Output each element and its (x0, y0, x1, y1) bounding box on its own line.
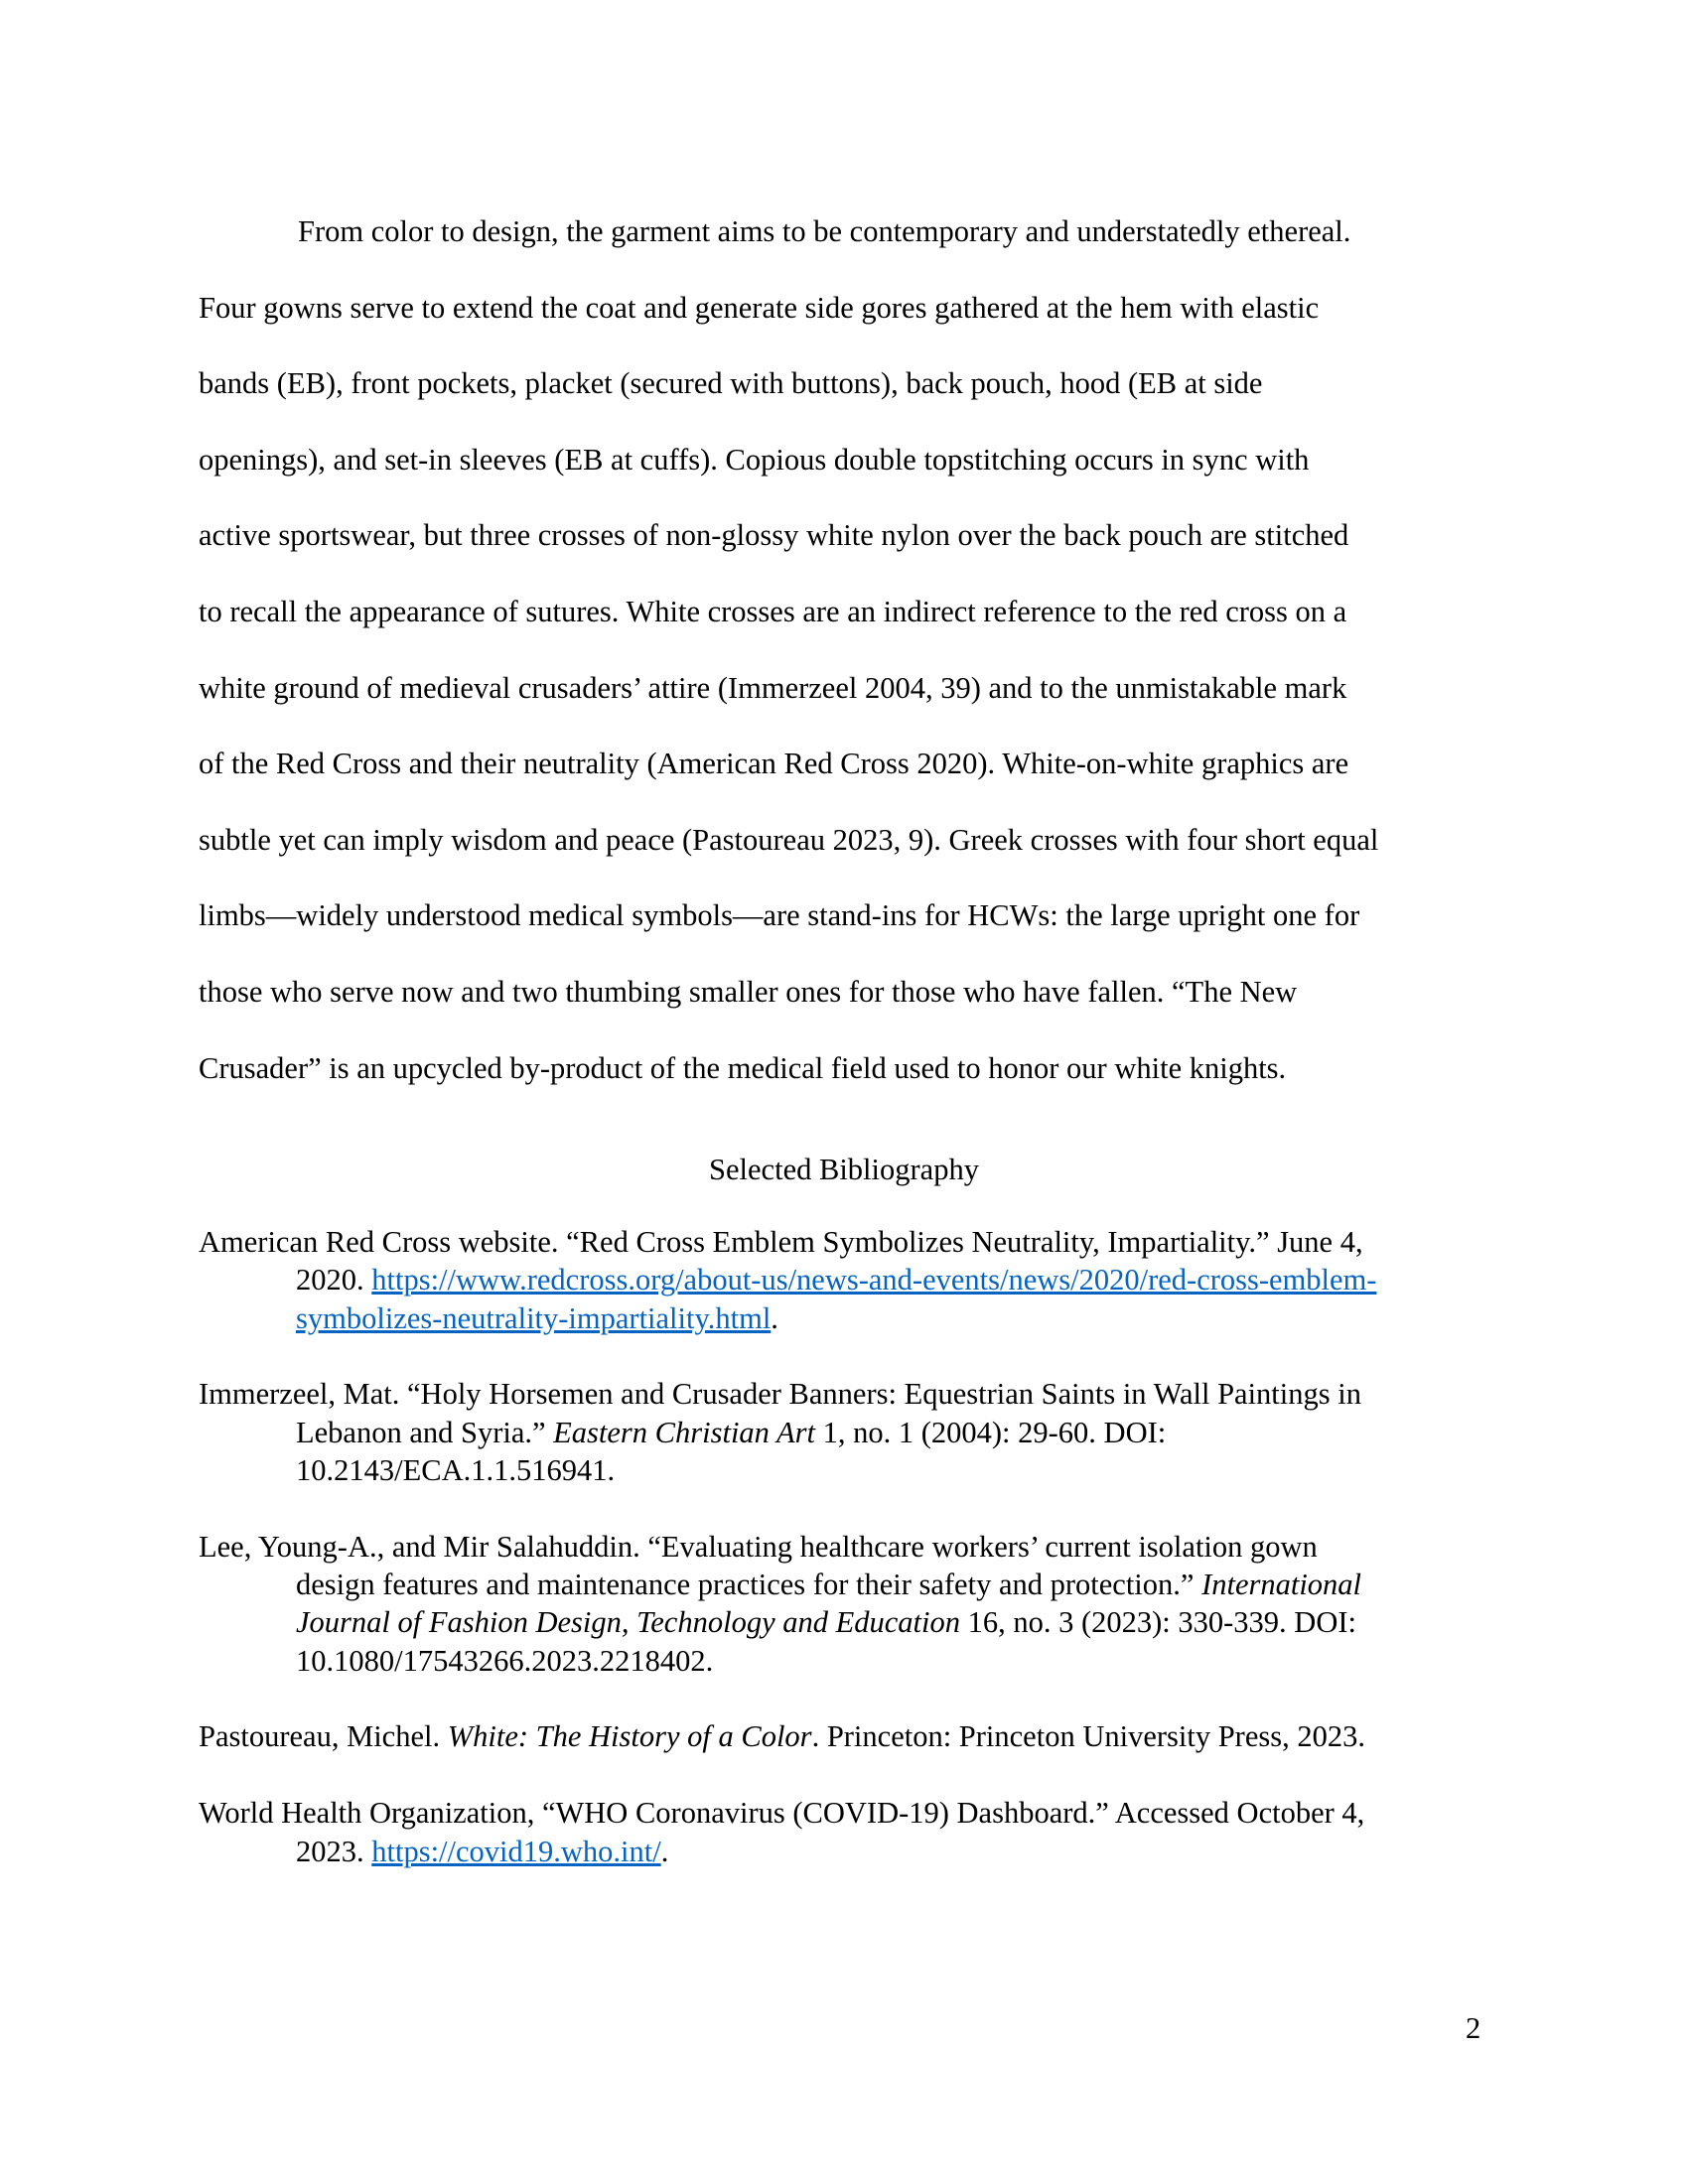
book-title: White: The History of a Color (447, 1719, 812, 1754)
bibliography-entry-who (199, 1794, 1489, 1870)
bibliography-entry-immerzeel (199, 1375, 1489, 1489)
entry-line (199, 1833, 1489, 1870)
entry-line (199, 1261, 1489, 1298)
entry-line: American Red Cross website. “Red Cross Emblem Symbolizes Neutrality, Impartiality.” June 4, (199, 1225, 1363, 1259)
entry-line (199, 1414, 1489, 1451)
paragraph-line: active sportswear, but three crosses of non-glossy white nylon over the back pouch are stitched (199, 518, 1349, 553)
bibliography-entry-american-red-cross (199, 1223, 1489, 1337)
entry-text: Pastoureau, Michel. (199, 1719, 448, 1754)
entry-text: 1, no. 1 (2004): 29-60. DOI: (814, 1415, 1167, 1449)
journal-title: Eastern Christian Art (553, 1415, 815, 1449)
entry-line (199, 1603, 1489, 1641)
entry-line: 10.1080/17543266.2023.2218402. (296, 1643, 714, 1678)
paragraph-line: Crusader” is an upcycled by-product of the medical field used to honor our white knights. (199, 1050, 1287, 1085)
entry-line (199, 1717, 1489, 1755)
entry-text: 16, no. 3 (2023): 330-339. DOI: (959, 1605, 1356, 1640)
entry-text: design features and maintenance practices for their safety and protection.” (296, 1568, 1202, 1602)
entry-line: Lee, Young-A., and Mir Salahuddin. “Evaluating healthcare workers’ current isolation gown (199, 1529, 1318, 1564)
paragraph-line: Four gowns serve to extend the coat and generate side gores gathered at the hem with elastic (199, 290, 1320, 325)
page-number: 2 (1466, 2011, 1481, 2045)
bibliography-entry-pastoureau (199, 1717, 1489, 1755)
entry-line: World Health Organization, “WHO Coronavirus (COVID-19) Dashboard.” Accessed October 4, (199, 1796, 1365, 1831)
paragraph-line: bands (EB), front pockets, placket (secured with buttons), back pouch, hood (EB at side (199, 366, 1263, 401)
entry-text: . (660, 1834, 669, 1868)
paragraph-line: of the Red Cross and their neutrality (American Red Cross 2020). White-on-white graphics are (199, 747, 1349, 781)
body-paragraph (199, 194, 1489, 1106)
paragraph-line: white ground of medieval crusaders’ attire (Immerzeel 2004, 39) and to the unmistakable mark (199, 670, 1347, 705)
entry-text: 2020. (296, 1263, 372, 1297)
journal-title: International (1201, 1568, 1362, 1602)
entry-text: . (771, 1300, 778, 1335)
paragraph-line: limbs—widely understood medical symbols—are stand-ins for HCWs: the large upright one for (199, 898, 1360, 933)
entry-line: Immerzeel, Mat. “Holy Horsemen and Crusader Banners: Equestrian Saints in Wall Paintings in (199, 1377, 1361, 1412)
red-cross-link[interactable]: https://www.redcross.org/about-us/news-and-events/news/2020/red-cross-emblem- (371, 1263, 1377, 1297)
paragraph-line: those who serve now and two thumbing smaller ones for those who have fallen. “The New (199, 974, 1298, 1009)
entry-line (199, 1566, 1489, 1603)
entry-text: 2023. (296, 1834, 372, 1868)
entry-text: Lebanon and Syria.” (296, 1415, 554, 1449)
entry-text: . Princeton: Princeton University Press, 2023. (811, 1719, 1365, 1754)
journal-title: Journal of Fashion Design, Technology and Education (296, 1605, 960, 1640)
bibliography-heading: Selected Bibliography (709, 1153, 979, 1186)
entry-line (199, 1299, 1489, 1337)
paragraph-line: openings), and set-in sleeves (EB at cuffs). Copious double topstitching occurs in sync with (199, 442, 1310, 477)
bibliography-entry-lee (199, 1528, 1489, 1680)
paragraph-line: to recall the appearance of sutures. White crosses are an indirect reference to the red cross on a (199, 594, 1347, 628)
paragraph-line: subtle yet can imply wisdom and peace (Pastoureau 2023, 9). Greek crosses with four short equal (199, 822, 1379, 857)
entry-line: 10.2143/ECA.1.1.516941. (296, 1452, 616, 1487)
bibliography-list (199, 1223, 1489, 1908)
paragraph-line: From color to design, the garment aims to be contemporary and understatedly ethereal. (298, 214, 1351, 248)
red-cross-link-continued[interactable]: symbolizes-neutrality-impartiality.html (296, 1300, 772, 1335)
who-dashboard-link[interactable]: https://covid19.who.int/ (371, 1834, 661, 1868)
